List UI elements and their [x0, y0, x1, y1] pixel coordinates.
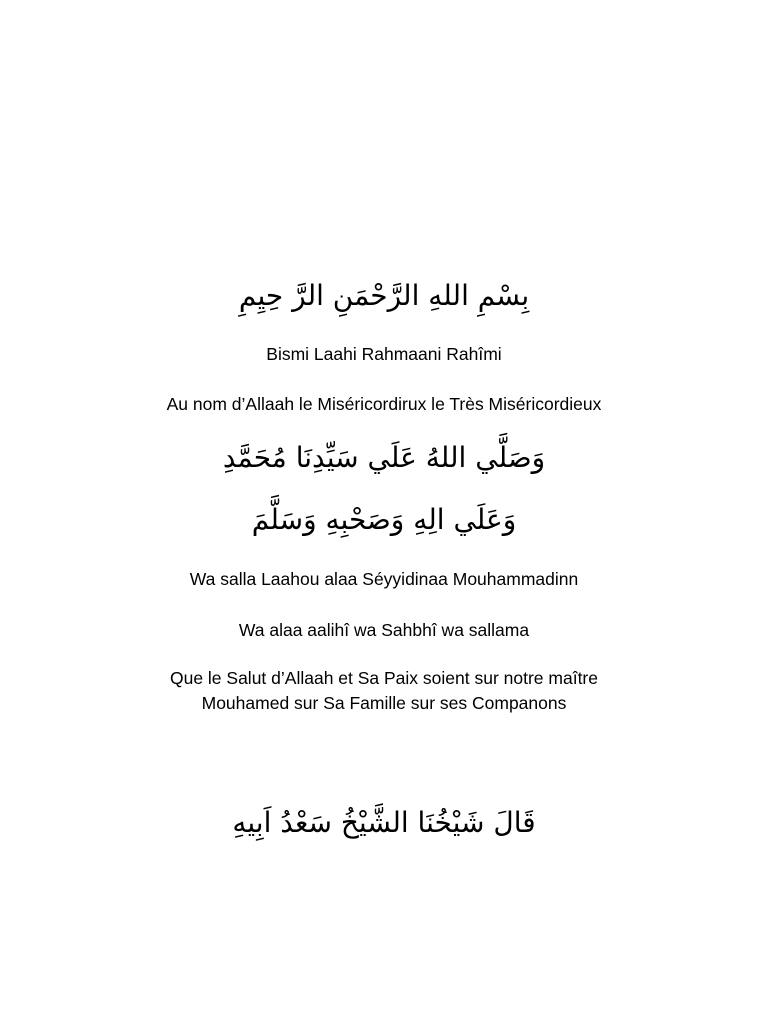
salawat-translation-line-1: Que le Salut d’Allaah et Sa Paix soient sur notre maître: [169, 668, 598, 688]
salawat-transliteration-line-2: Wa alaa aalihî wa Sahbhî wa sallama: [238, 620, 530, 640]
basmala-transliteration: Bismi Laahi Rahmaani Rahîmi: [266, 344, 502, 364]
salawat-transliteration-line-1: Wa salla Laahou alaa Séyyidinaa Mouhammadinn: [189, 569, 579, 589]
basmala-arabic: بِسْمِ اللهِ الرَّحْمَنِ الرَّ حِيِمِ: [238, 279, 530, 312]
salawat-arabic-line-1: وَصَلَّي اللهُ عَلَي سَيِّدِنَا مُحَمَّدِ: [222, 441, 546, 474]
closing-arabic: قَالَ شَيْخُنَا الشَّيْخُ سَعْدُ اَبِيهِ: [232, 806, 536, 839]
salawat-translation-line-2: Mouhamed sur Sa Famille sur ses Companons: [201, 693, 567, 713]
salawat-arabic-line-2: وَعَلَي الِهِ وَصَحْبِهِ وَسَلَّمَ: [251, 503, 517, 536]
basmala-translation: Au nom d’Allaah le Miséricordirux le Très Miséricordieux: [166, 394, 602, 414]
